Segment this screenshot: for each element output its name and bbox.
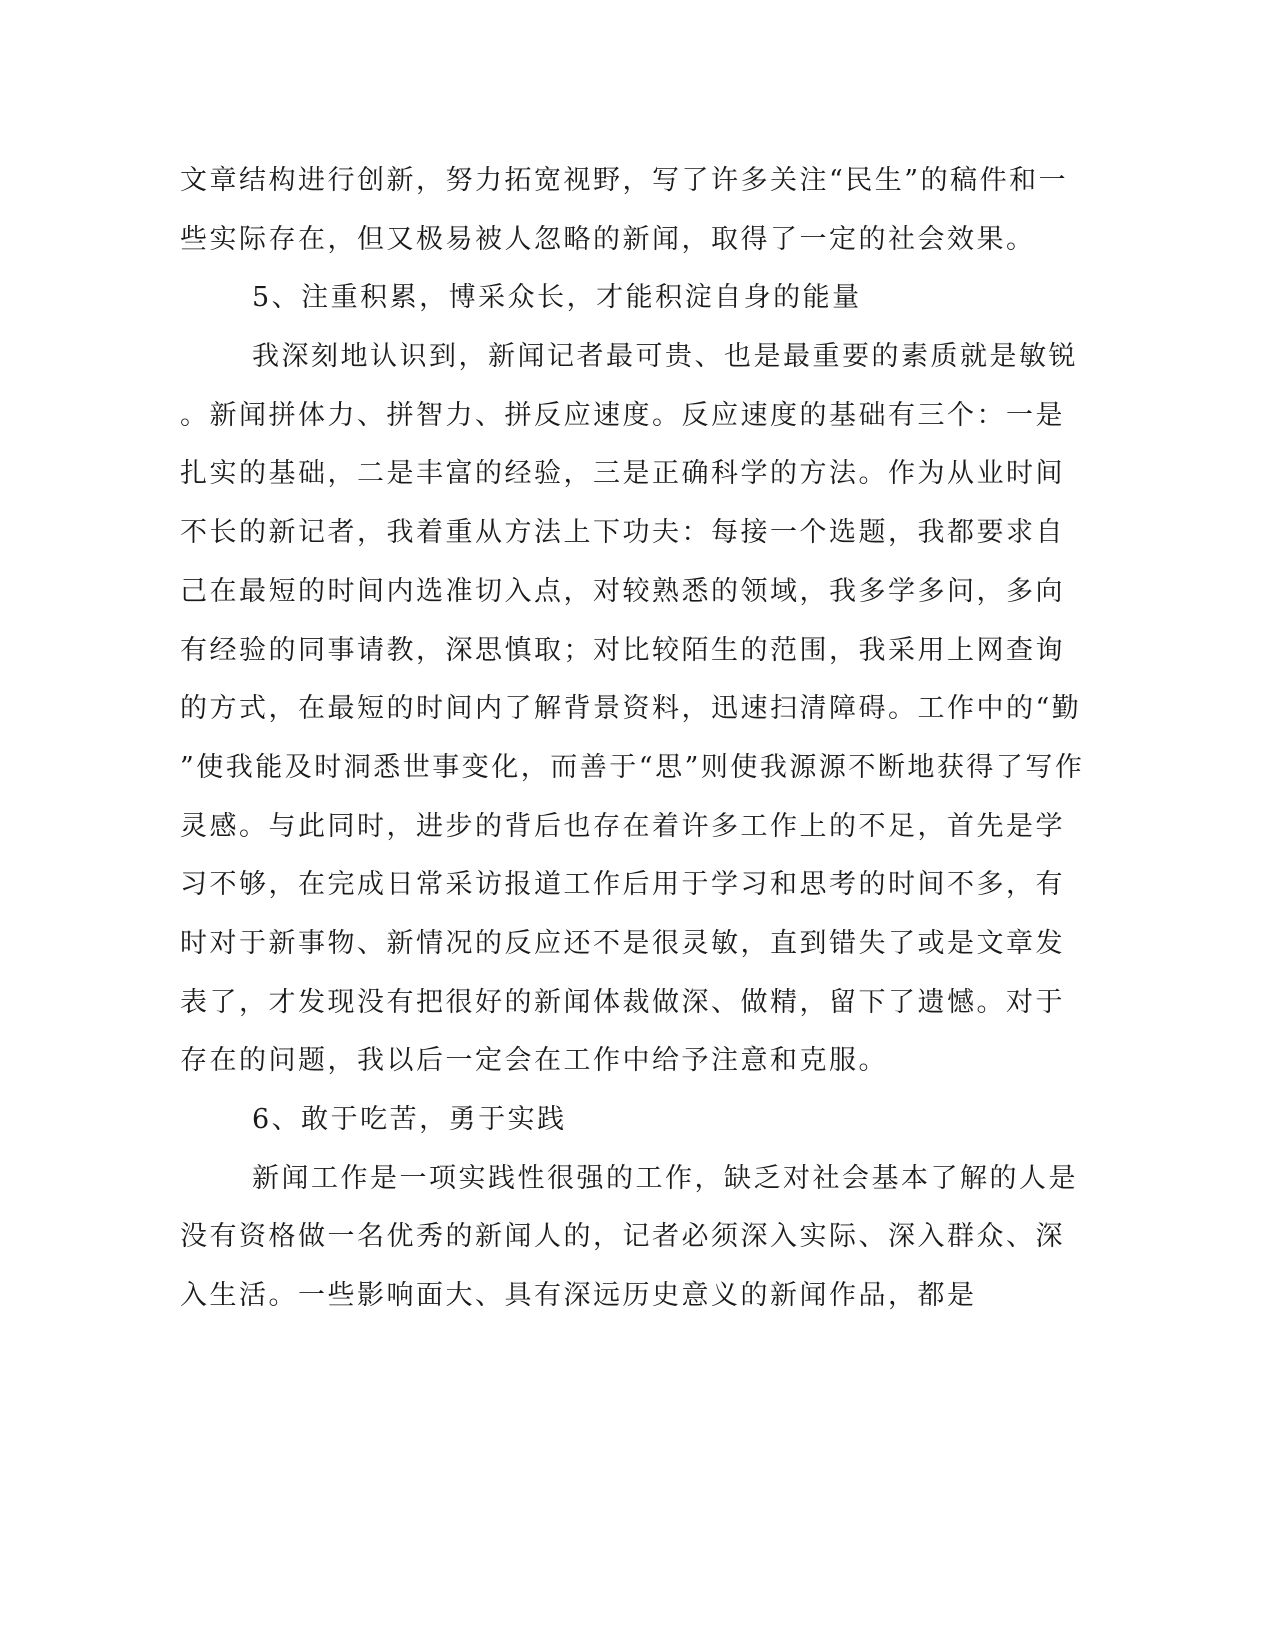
- text-line: 。新闻拼体力、拼智力、拼反应速度。反应速度的基础有三个：一是: [180, 399, 1065, 431]
- text-line: 灵感。与此同时，进步的背后也存在着许多工作上的不足，首先是学: [180, 810, 1065, 842]
- text-line: 些实际存在，但又极易被人忽略的新闻，取得了一定的社会效果。: [180, 223, 1036, 255]
- text-line: 己在最短的时间内选准切入点，对较熟悉的领域，我多学多问，多向: [180, 575, 1065, 607]
- text-line: 文章结构进行创新，努力拓宽视野，写了许多关注“民生”的稿件和一: [180, 165, 1069, 196]
- paragraph-start: 我深刻地认识到，新闻记者最可贵、也是最重要的素质就是敏锐: [252, 341, 1078, 373]
- text-line: 时对于新事物、新情况的反应还不是很灵敏，直到错失了或是文章发: [180, 927, 1065, 959]
- text-line: 存在的问题，我以后一定会在工作中给予注意和克服。: [180, 1045, 888, 1077]
- paragraph-start: 新闻工作是一项实践性很强的工作，缺乏对社会基本了解的人是: [252, 1162, 1078, 1194]
- text-line: 有经验的同事请教，深思慎取；对比较陌生的范围，我采用上网查询: [180, 634, 1065, 666]
- section-heading-6: 6、敢于吃苦，勇于实践: [252, 1104, 567, 1135]
- text-line: 入生活。一些影响面大、具有深远历史意义的新闻作品，都是: [180, 1280, 977, 1312]
- text-line: 的方式，在最短的时间内了解背景资料，迅速扫清障碍。工作中的“勤: [180, 693, 1082, 725]
- text-line: 表了，才发现没有把很好的新闻体裁做深、做精，留下了遗憾。对于: [180, 986, 1065, 1018]
- body-text: [180, 158, 1085, 1332]
- text-line: 习不够，在完成日常采访报道工作后用于学习和思考的时间不多，有: [180, 869, 1065, 901]
- text-line: ”使我能及时洞悉世事变化，而善于“思”则使我源源不断地获得了写作: [180, 751, 1085, 783]
- text-line: 不长的新记者，我着重从方法上下功夫：每接一个选题，我都要求自: [180, 517, 1065, 549]
- text-line: 扎实的基础，二是丰富的经验，三是正确科学的方法。作为从业时间: [180, 458, 1065, 490]
- section-heading-5: 5、注重积累，博采众长，才能积淀自身的能量: [252, 282, 862, 314]
- text-line: 没有资格做一名优秀的新闻人的，记者必须深入实际、深入群众、深: [180, 1221, 1065, 1253]
